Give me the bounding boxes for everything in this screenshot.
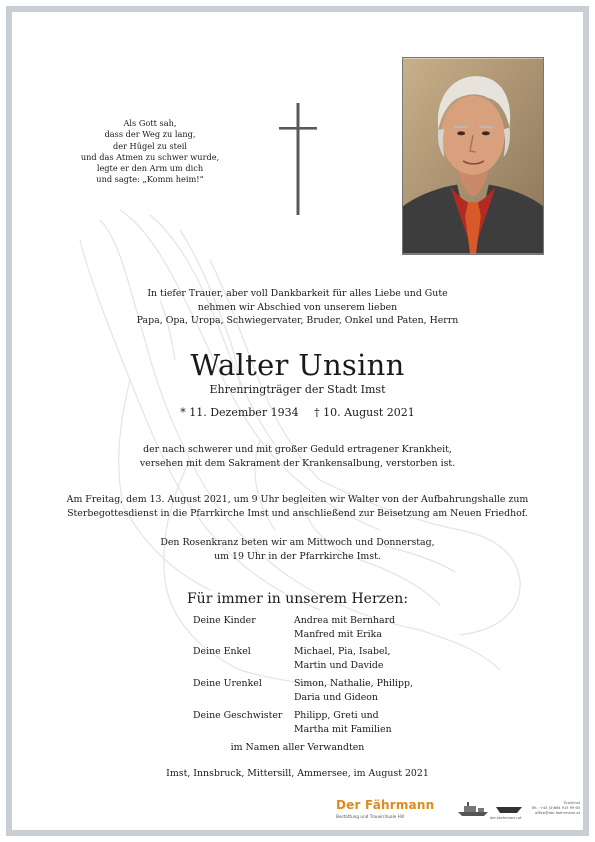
cause-of-death-text <box>60 443 535 470</box>
intro-line: In tiefer Trauer, aber voll Dankbarkeit für alles Liebe und Gute <box>147 288 448 299</box>
funeral-home-subtitle: Bestattung und Trauerrituale Hill <box>336 814 405 819</box>
mourners-heading: Für immer in unserem Herzen: <box>186 591 409 607</box>
birth-date: * 11. Dezember 1934 <box>180 406 299 419</box>
life-dates <box>60 405 535 421</box>
mourner-name: Simon, Nathalie, Philipp, <box>294 678 413 689</box>
death-date: † 10. August 2021 <box>314 406 415 419</box>
poem-line: legte er den Arm um dich <box>96 163 204 174</box>
intro-line: nehmen wir Abschied von unserem lieben <box>197 301 398 313</box>
cause-line: versehen mit dem Sakrament der Krankensalbung, verstorben ist. <box>139 457 456 469</box>
ferry-icon <box>456 801 490 817</box>
mourner-names <box>294 645 474 672</box>
contact-line: Tirol/Imst <box>563 801 580 805</box>
intro-text <box>60 287 535 328</box>
mourner-names <box>294 709 474 736</box>
contact-line: Tel.: +43 (0)664 915 99 60 <box>531 806 580 810</box>
mourner-name: Daria und Gideon <box>294 691 378 703</box>
cause-line: der nach schwerer und mit großer Geduld ertragener Krankheit, <box>143 444 452 455</box>
mourner-name: Philipp, Greti und <box>294 710 379 721</box>
poem-line: dass der Weg zu lang, <box>104 129 196 140</box>
rosary-line: Den Rosenkranz beten wir am Mittwoch und Donnerstag, <box>160 537 435 548</box>
funeral-details <box>40 493 555 520</box>
mourner-role: Deine Kinder <box>193 615 256 626</box>
deceased-name: Walter Unsinn <box>190 348 405 382</box>
rosary-line: um 19 Uhr in der Pfarrkirche Imst. <box>214 550 381 562</box>
mourner-names <box>294 614 474 641</box>
place-date: Imst, Innsbruck, Mittersill, Ammersee, im August 2021 <box>166 768 429 779</box>
mourner-name: Martin und Davide <box>294 659 384 671</box>
funeral-line: Am Freitag, dem 13. August 2021, um 9 Uhr begleiten wir Walter von der Aufbahrungshalle zum <box>66 494 529 505</box>
mourner-role: Deine Geschwister <box>193 710 283 721</box>
mourner-name: Martha mit Familien <box>294 723 392 735</box>
intro-line: Papa, Opa, Uropa, Schwiegervater, Bruder, Onkel und Paten, Herrn <box>136 315 459 326</box>
contact-line: office@der-faehrmann.at <box>535 811 580 815</box>
poem <box>55 118 245 186</box>
footer-contact <box>520 801 580 816</box>
poem-line: Als Gott sah, <box>123 118 177 128</box>
mourner-name: Manfred mit Erika <box>294 628 382 640</box>
poem-line: der Hügel zu steil <box>112 140 188 151</box>
funeral-line: Sterbegottesdienst in die Pfarrkirche Imst und anschließend zur Beisetzung am Neuen Friedhof. <box>67 507 528 519</box>
footer-website: der-faehrmann.at <box>490 816 522 820</box>
rosary-details <box>60 536 535 563</box>
poem-line: und das Atmen zu schwer wurde, <box>80 151 220 162</box>
relatives-line: im Namen aller Verwandten <box>230 742 365 753</box>
mourner-role: Deine Urenkel <box>193 678 262 689</box>
portrait-photo <box>402 57 544 255</box>
deceased-title: Ehrenringträger der Stadt Imst <box>209 383 386 396</box>
mourner-name: Michael, Pia, Isabel, <box>294 646 391 657</box>
mourner-name: Andrea mit Bernhard <box>294 615 396 626</box>
mourner-role: Deine Enkel <box>193 646 251 657</box>
cross-icon <box>279 103 317 215</box>
boat-icon <box>495 804 523 814</box>
funeral-home-logo: Der Fährmann <box>336 798 435 812</box>
mourner-names <box>294 677 474 704</box>
poem-line: und sagte: „Komm heim!“ <box>96 174 204 185</box>
